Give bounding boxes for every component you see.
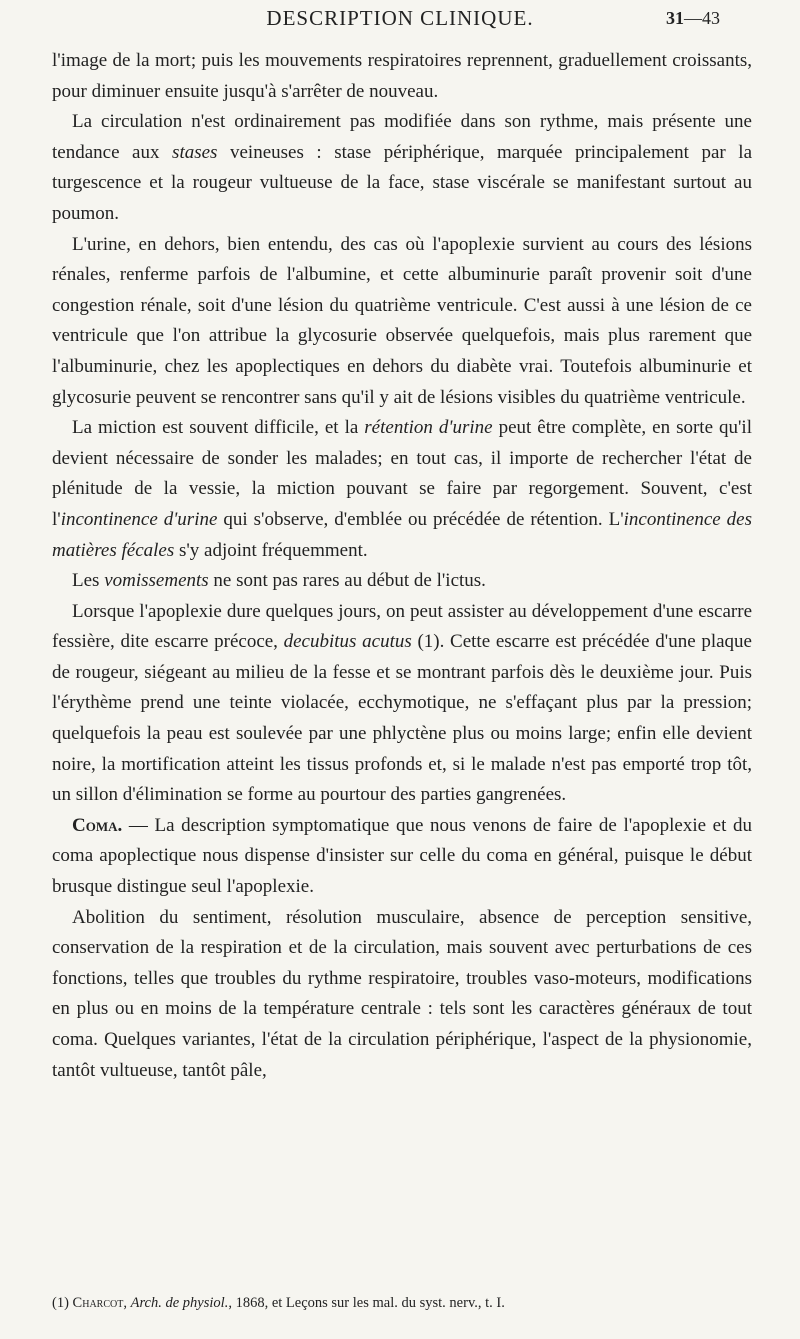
- paragraph: [52, 230, 752, 414]
- paragraph: [52, 811, 752, 903]
- folio: [666, 8, 720, 29]
- footnote: (1) Charcot, Arch. de physiol., 1868, et Leçons sur les mal. du syst. nerv., t. I.: [52, 1295, 505, 1311]
- text-run: Les: [72, 570, 105, 592]
- page-header: [0, 6, 800, 36]
- paragraph: [52, 903, 752, 1087]
- folio-page-number: —43: [684, 8, 720, 28]
- text-run: l'image de la mort; puis les mouvements respiratoires reprennent, graduellement croissants, pour diminuer ensuite jusqu'à s'arrêter de nouveau.: [52, 50, 752, 102]
- text-run: L'urine, en dehors, bien entendu, des cas où l'apoplexie survient au cours des lésions rénales, renferme parfois de l'albumine, et cette albuminurie paraît provenir soit d'une congestion rénale, soit d'une lésion du quatrième ventricule. C'est aussi à une lésion de ce ventricule que l'on attribue la glycosurie observée quelquefois, mais plus rarement que l'albuminurie, chez les apoplectiques en dehors du diabète vrai. Toutefois albuminurie et glycosurie peuvent se rencontrer sans qu'il y ait de lésions visibles du quatrième ventricule.: [52, 233, 752, 408]
- folio-signature: 31: [666, 8, 684, 28]
- footnote-author: Charcot: [72, 1295, 124, 1311]
- text-run: Abolition du sentiment, résolution musculaire, absence de perception sensitive, conservation de la respiration et de la circulation, mais souvent avec perturbations de ces fonctions, telles que troubles du rythme respiratoire, troubles vaso-moteurs, modifications en plus ou en moins de la température centrale : tels sont les caractères généraux de tout coma. Quelques variantes, l'état de la circulation périphérique, l'aspect de la physionomie, tantôt vultueuse, tantôt pâle,: [52, 906, 752, 1081]
- text-run: La circulation n'est ordinairement pas modifiée dans son rythme, mais présente une tendance aux: [52, 111, 752, 163]
- text-run: peut être complète, en sorte qu'il devient nécessaire de sonder les malades; en tout cas, il importe de rechercher l'état de plénitude de la vessie, la miction pouvant se faire par regorgement. Souvent, c'est l': [52, 417, 752, 530]
- italic-text: incontinence des matières fécales: [52, 508, 752, 561]
- footnote-journal: Arch. de physiol.: [130, 1295, 229, 1311]
- text-run: Lorsque l'apoplexie dure quelques jours, on peut assister au développement d'une escarre fessière, dite escarre précoce,: [52, 600, 752, 653]
- italic-text: rétention d'urine: [364, 417, 493, 439]
- text-run: ne sont pas rares au début de l'ictus.: [208, 570, 486, 592]
- paragraph: [52, 566, 752, 597]
- text-run: — La description symptomatique que nous venons de faire de l'apoplexie et du coma apoplectique nous dispense d'insister sur celle du coma en général, puisque le début brusque distingue seul l'apoplexie.: [52, 814, 752, 898]
- text-run: s'y adjoint fréquemment.: [174, 539, 368, 561]
- text-run: veineuses : stase périphérique, marquée principalement par la turgescence et la rougeur vultueuse de la face, stase viscérale se manifestant surtout au poumon.: [52, 141, 752, 224]
- body-text: [52, 46, 752, 1086]
- italic-text: stases: [172, 141, 218, 163]
- paragraph: [52, 107, 752, 229]
- paragraph: [52, 413, 752, 566]
- footnote-mark: (1): [52, 1295, 69, 1311]
- text-run: (1). Cette escarre est précédée d'une plaque de rougeur, siégeant au milieu de la fesse et se montrant parfois dès le deuxième jour. Puis l'érythème prend une teinte violacée, ecchymotique, ne s'effaçant plus par la pression; quelquefois la peau est soulevée par une phlyctène plus ou moins large; enfin elle devient noire, la mortification atteint les tissus profonds et, si le malade n'est pas emporté trop tôt, un sillon d'élimination se forme au pourtour des parties gangrenées.: [52, 631, 752, 806]
- italic-text: incontinence d'urine: [60, 508, 218, 530]
- section-heading: Coma.: [72, 814, 123, 836]
- running-title: DESCRIPTION CLINIQUE.: [266, 6, 534, 30]
- paragraph: [52, 46, 752, 107]
- footnote-rest: , 1868, et Leçons sur les mal. du syst. nerv., t. I.: [228, 1295, 505, 1311]
- italic-text: vomissements: [104, 570, 209, 592]
- paragraph: [52, 597, 752, 811]
- text-run: La miction est souvent difficile, et la: [72, 417, 365, 439]
- text-run: qui s'observe, d'emblée ou précédée de rétention. L': [217, 508, 624, 530]
- italic-text: decubitus acutus: [283, 631, 412, 653]
